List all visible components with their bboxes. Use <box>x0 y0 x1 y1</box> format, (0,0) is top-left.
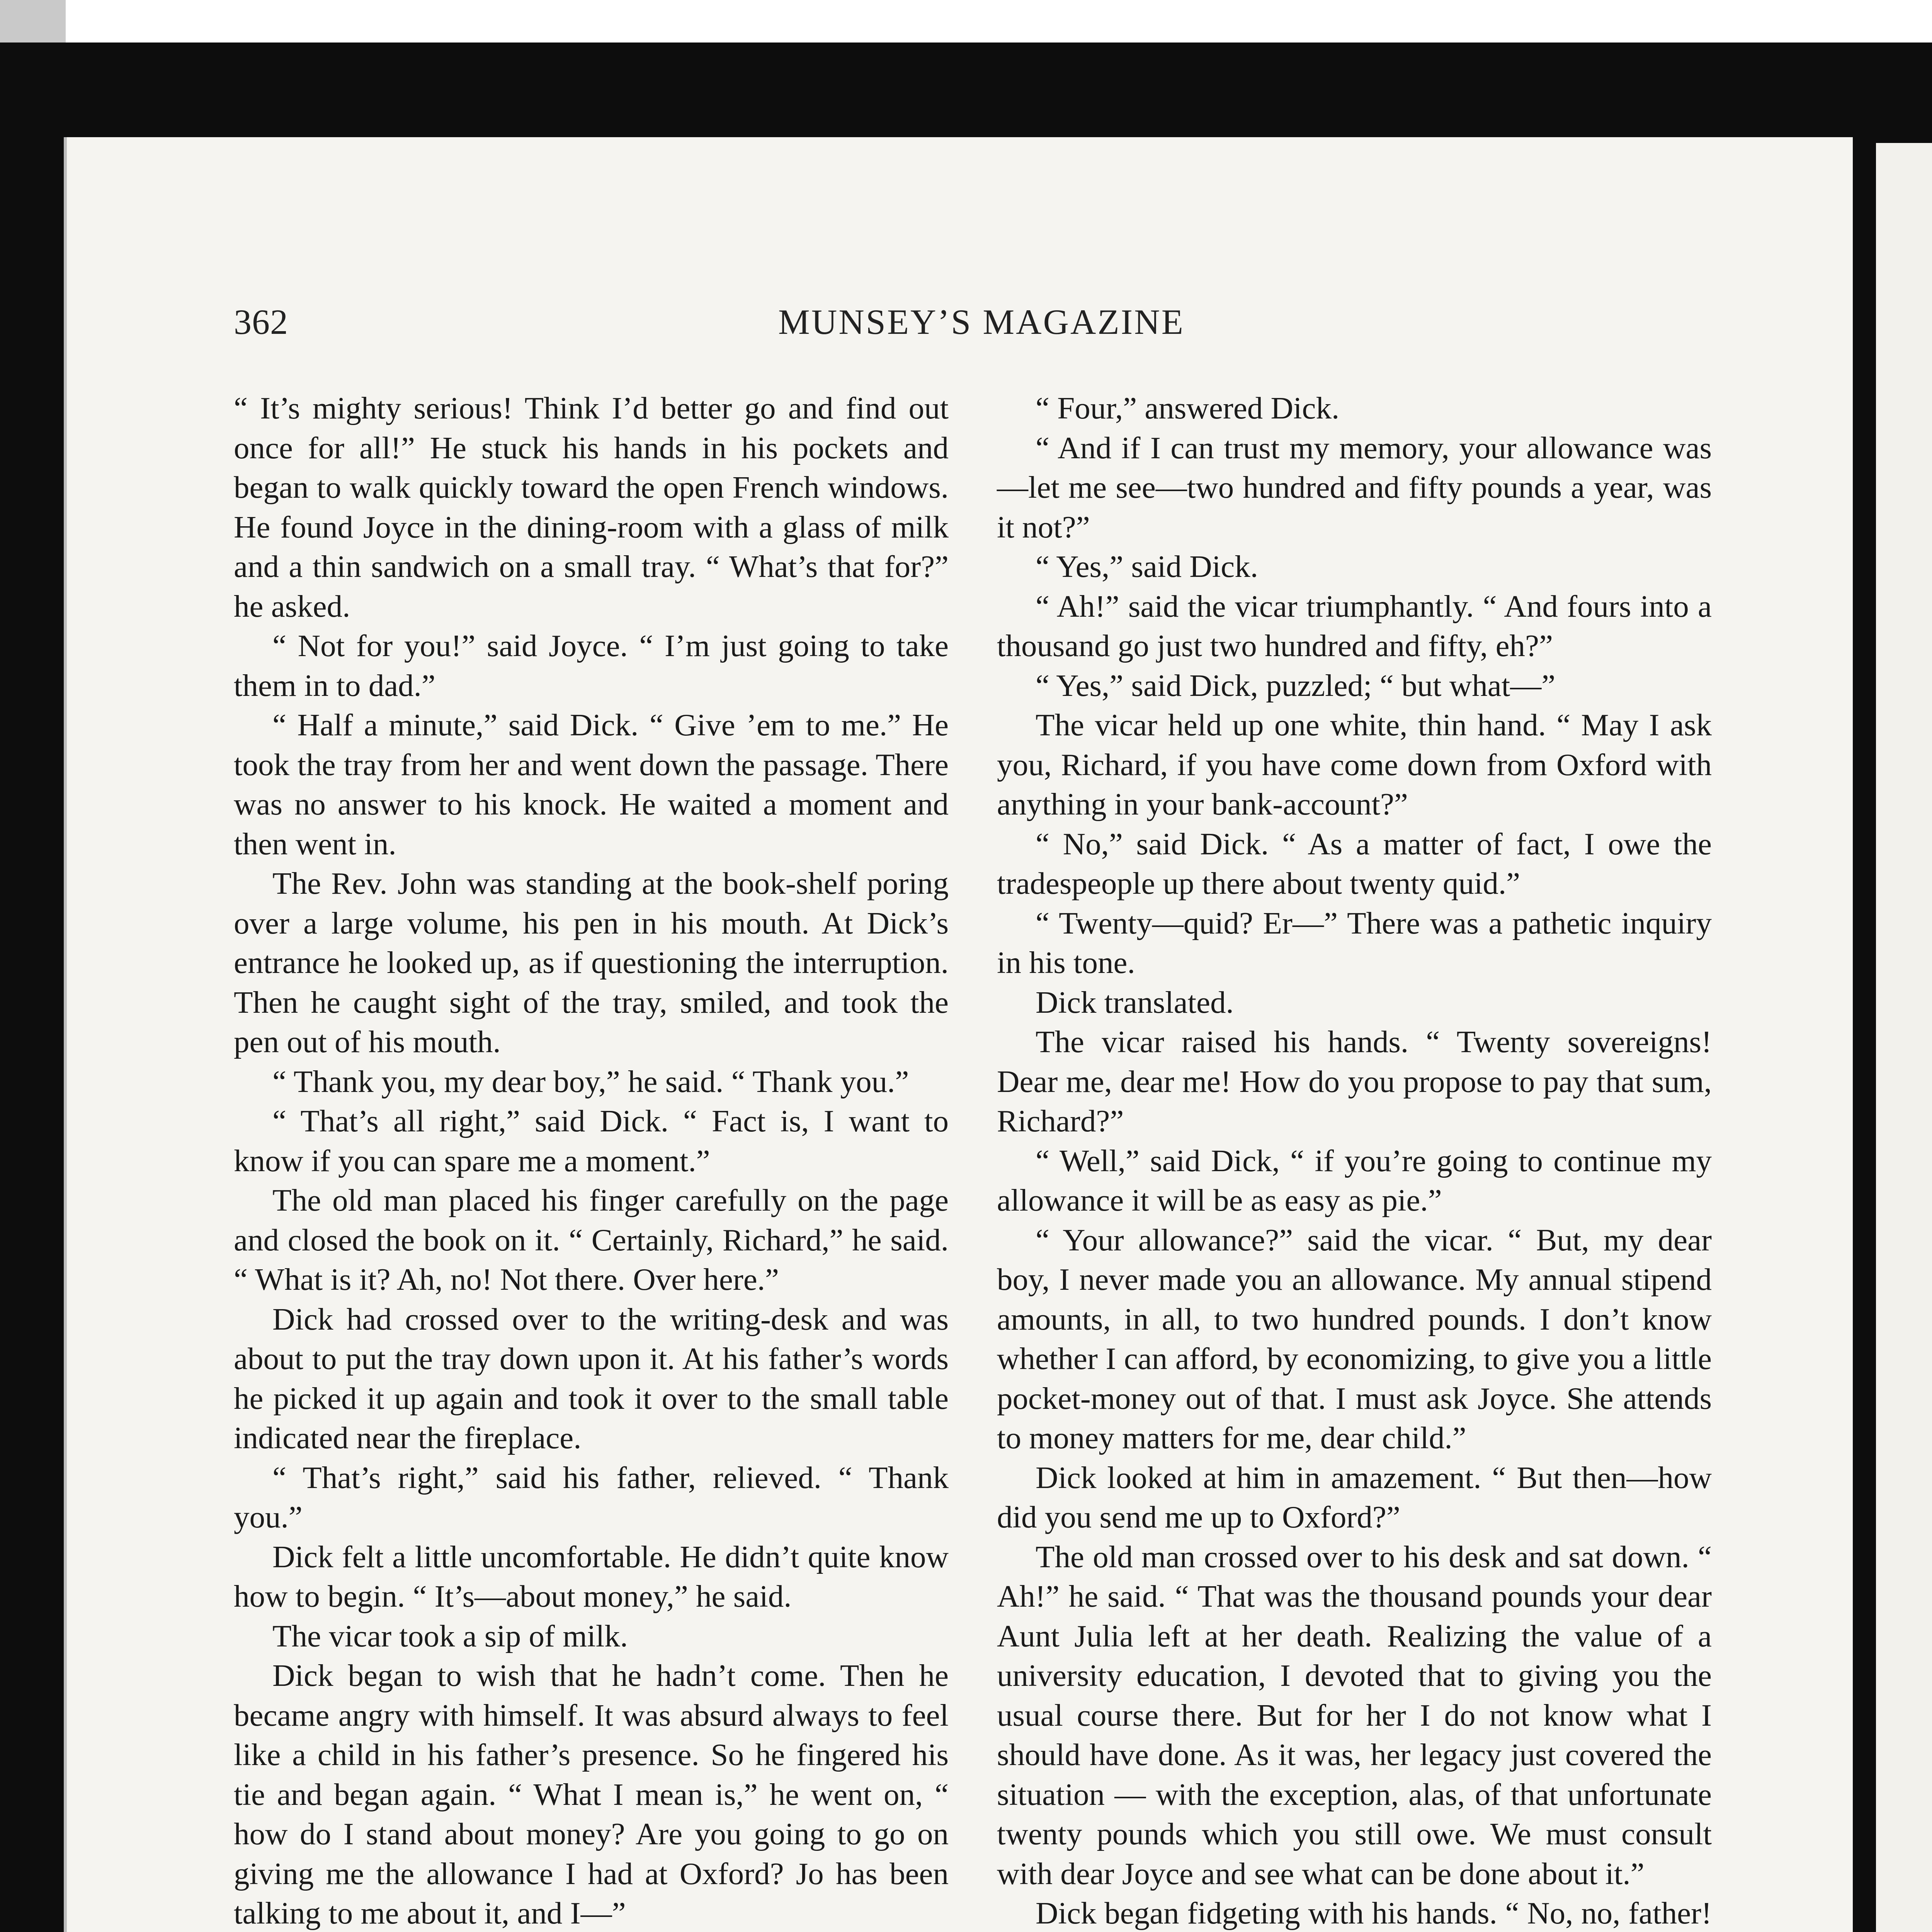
paragraph: Dick began fidgeting with his hands. “ No, no, father! <box>1036 1896 1712 1930</box>
paragraph: The Rev. John was standing at the book-shelf poring over a large volume, his pen in his mouth. At Dick’s entrance he looked up, as if questioning the interruption. Then he caught sight of the tray, smiled, and took the pen out of his mouth. <box>234 866 949 1059</box>
paragraph: “ Not for you!” said Joyce. “ I’m just going to take them in to dad.” <box>234 628 949 703</box>
paragraph: “ Well,” said Dick, “ if you’re going to continue my allowance it will be as easy as pie.” <box>997 1143 1712 1218</box>
left-text-column <box>234 388 949 1932</box>
paragraph: The vicar raised his hands. “ Twenty sovereigns! Dear me, dear me! How do you propose to pay that sum, Richard?” <box>997 1024 1712 1138</box>
facing-page-edge <box>1876 143 1932 1932</box>
paragraph: “ Twenty—quid? Er—” There was a pathetic inquiry in his tone. <box>997 905 1712 980</box>
paragraph: The old man crossed over to his desk and sat down. “ Ah!” he said. “ That was the thousand pounds your dear Aunt Julia left at her death. Realizing the value of a university education, I devoted that to giving you the usual course there. But for her I do not know what I should have done. As it was, her legacy just covered the situation — with the exception, alas, of that unfortunate twenty pounds which you still owe. We must consult with dear Joyce and see what can be done about it.” <box>997 1539 1712 1891</box>
paragraph: Dick translated. <box>1036 985 1234 1020</box>
paragraph: Dick felt a little uncomfortable. He didn’t quite know how to begin. “ It’s—about money,” he said. <box>234 1539 949 1614</box>
paragraph: “ That’s all right,” said Dick. “ Fact is, I want to know if you can spare me a moment.” <box>234 1104 949 1178</box>
paragraph: “ And if I can trust my memory, your allowance was—let me see—two hundred and fifty pounds a year, was it not?” <box>997 430 1712 544</box>
paragraph: “ Thank you, my dear boy,” he said. “ Thank you.” <box>272 1064 909 1099</box>
paragraph: “ Ah!” said the vicar triumphantly. “ And fours into a thousand go just two hundred and fifty, eh?” <box>997 588 1712 663</box>
paragraph: “ Yes,” said Dick, puzzled; “ but what—” <box>1036 668 1556 703</box>
right-text-column <box>997 388 1712 1932</box>
paragraph: The old man placed his finger carefully on the page and closed the book on it. “ Certainly, Richard,” he said. “ What is it? Ah, no! Not there. Over here.” <box>234 1183 949 1297</box>
paragraph: Dick began to wish that he hadn’t come. Then he became angry with himself. It was absurd always to feel like a child in his father’s presence. So he fingered his tie and began again. “ What I mean is,” he went on, “ how do I stand about money? Are you going to go on giving me the allowance I had at Oxford? Jo has been talking to me about it, and I—” <box>234 1658 949 1930</box>
paragraph: “ No,” said Dick. “ As a matter of fact, I owe the tradespeople up there about twenty quid.” <box>997 826 1712 901</box>
scan-top-border <box>0 0 1932 43</box>
page-number: 362 <box>234 302 288 342</box>
paragraph: “ It’s mighty serious! Think I’d better go and find out once for all!” He stuck his hands in his pockets and began to walk quickly toward the open French windows. He found Joyce in the dining-room with a glass of milk and a thin sandwich on a small tray. “ What’s that for?” he asked. <box>234 391 949 624</box>
running-header-title: MUNSEY’S MAGAZINE <box>778 302 1185 342</box>
paragraph: “ Yes,” said Dick. <box>1036 549 1258 584</box>
scan-top-corner <box>0 0 66 43</box>
paragraph: The vicar took a sip of milk. <box>272 1618 628 1653</box>
paragraph: “ That’s right,” said his father, relieved. “ Thank you.” <box>234 1460 949 1534</box>
paragraph: “ Your allowance?” said the vicar. “ But, my dear boy, I never made you an allowance. My annual stipend amounts, in all, to two hundred pounds. I don’t know whether I can afford, by economizing, to give you a little pocket-money out of that. I must ask Joyce. She attends to money matters for me, dear child.” <box>997 1222 1712 1455</box>
paragraph: The vicar held up one white, thin hand. “ May I ask you, Richard, if you have come down from Oxford with anything in your bank-account?” <box>997 707 1712 821</box>
paragraph: “ Four,” answered Dick. <box>1036 391 1340 425</box>
paragraph: Dick had crossed over to the writing-desk and was about to put the tray down upon it. At his father’s words he picked it up again and took it over to the small table indicated near the fireplace. <box>234 1301 949 1455</box>
paragraph: “ Half a minute,” said Dick. “ Give ’em to me.” He took the tray from her and went down the passage. There was no answer to his knock. He waited a moment and then went in. <box>234 707 949 861</box>
paragraph: Dick looked at him in amazement. “ But then—how did you send me up to Oxford?” <box>997 1460 1712 1534</box>
